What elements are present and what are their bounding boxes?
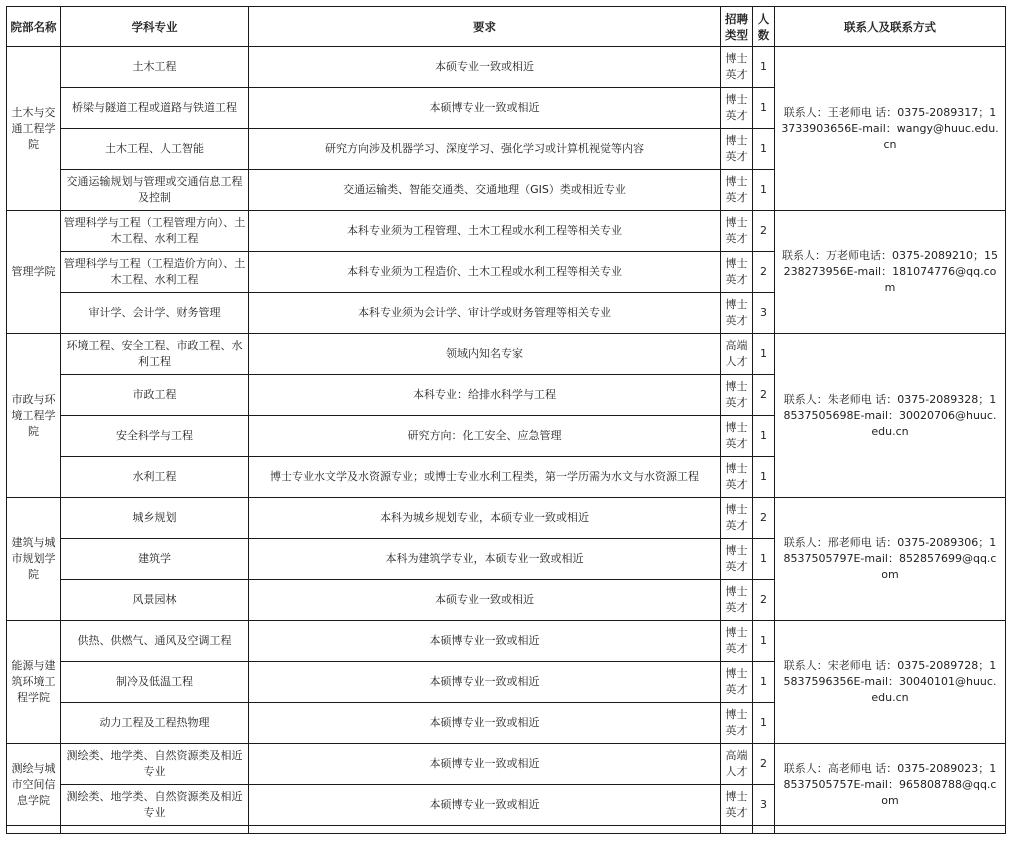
recruit-type-cell: 博士英才 (721, 662, 753, 703)
header-major: 学科专业 (61, 7, 249, 47)
header-requirement: 要求 (249, 7, 721, 47)
headcount-cell: 1 (753, 129, 775, 170)
table-body (7, 47, 1006, 834)
major-cell: 建筑学 (61, 539, 249, 580)
major-cell: 制冷及低温工程 (61, 662, 249, 703)
empty-cell (775, 826, 1006, 834)
department-name: 能源与建筑环境工程学院 (7, 621, 61, 744)
table-row-cut-off (7, 826, 1006, 834)
requirement-cell: 本硕专业一致或相近 (249, 580, 721, 621)
major-cell: 城乡规划 (61, 498, 249, 539)
major-cell: 动力工程及工程热物理 (61, 703, 249, 744)
major-cell: 管理科学与工程（工程造价方向）、土木工程、水利工程 (61, 252, 249, 293)
department-name: 市政与环境工程学院 (7, 334, 61, 498)
recruit-type-cell: 博士英才 (721, 47, 753, 88)
requirement-cell: 本科专业须为工程造价、土木工程或水利工程等相关专业 (249, 252, 721, 293)
recruit-type-cell: 博士英才 (721, 252, 753, 293)
recruit-type-cell: 博士英才 (721, 416, 753, 457)
department-name: 土木与交通工程学院 (7, 47, 61, 211)
department-name: 测绘与城市空间信息学院 (7, 744, 61, 826)
requirement-cell: 研究方向涉及机器学习、深度学习、强化学习或计算机视觉等内容 (249, 129, 721, 170)
requirement-cell: 本科为建筑学专业，本硕专业一致或相近 (249, 539, 721, 580)
requirement-cell: 本硕博专业一致或相近 (249, 88, 721, 129)
header-row (7, 7, 1006, 47)
contact-cell: 联系人：万老师电话：0375-2089210；15238273956E-mail：181074776@qq.com (775, 211, 1006, 334)
empty-cell (7, 826, 61, 834)
major-cell: 环境工程、安全工程、市政工程、水利工程 (61, 334, 249, 375)
table-row (7, 47, 1006, 88)
major-cell: 供热、供燃气、通风及空调工程 (61, 621, 249, 662)
table-row (7, 334, 1006, 375)
major-cell: 土木工程 (61, 47, 249, 88)
recruit-type-cell: 博士英才 (721, 293, 753, 334)
recruit-type-cell: 博士英才 (721, 580, 753, 621)
contact-cell: 联系人：王老师电 话：0375-2089317；13733903656E-mail：wangy@huuc.edu.cn (775, 47, 1006, 211)
table-row (7, 621, 1006, 662)
requirement-cell: 本科专业须为工程管理、土木工程或水利工程等相关专业 (249, 211, 721, 252)
contact-cell: 联系人：高老师电 话：0375-2089023；18537505757E-mail：965808788@qq.com (775, 744, 1006, 826)
recruit-type-cell: 博士英才 (721, 170, 753, 211)
contact-cell: 联系人：朱老师电 话：0375-2089328；18537505698E-mail：30020706@huuc.edu.cn (775, 334, 1006, 498)
requirement-cell: 本科专业：给排水科学与工程 (249, 375, 721, 416)
headcount-cell: 1 (753, 539, 775, 580)
headcount-cell: 3 (753, 785, 775, 826)
recruit-type-cell: 高端人才 (721, 744, 753, 785)
headcount-cell: 2 (753, 375, 775, 416)
empty-cell (61, 826, 249, 834)
headcount-cell: 2 (753, 580, 775, 621)
major-cell: 安全科学与工程 (61, 416, 249, 457)
major-cell: 管理科学与工程（工程管理方向）、土木工程、水利工程 (61, 211, 249, 252)
recruit-type-cell: 高端人才 (721, 334, 753, 375)
major-cell: 水利工程 (61, 457, 249, 498)
major-cell: 测绘类、地学类、自然资源类及相近专业 (61, 785, 249, 826)
recruit-type-cell: 博士英才 (721, 457, 753, 498)
contact-cell: 联系人：邢老师电 话：0375-2089306；18537505797E-mail：852857699@qq.com (775, 498, 1006, 621)
major-cell: 土木工程、人工智能 (61, 129, 249, 170)
major-cell: 审计学、会计学、财务管理 (61, 293, 249, 334)
empty-cell (753, 826, 775, 834)
headcount-cell: 1 (753, 416, 775, 457)
major-cell: 交通运输规划与管理或交通信息工程及控制 (61, 170, 249, 211)
empty-cell (721, 826, 753, 834)
contact-cell: 联系人：宋老师电 话：0375-2089728；15837596356E-mail：30040101@huuc.edu.cn (775, 621, 1006, 744)
headcount-cell: 1 (753, 703, 775, 744)
table-row (7, 744, 1006, 785)
requirement-cell: 博士专业水文学及水资源专业；或博士专业水利工程类，第一学历需为水文与水资源工程 (249, 457, 721, 498)
requirement-cell: 本硕博专业一致或相近 (249, 662, 721, 703)
empty-cell (249, 826, 721, 834)
requirement-cell: 研究方向：化工安全、应急管理 (249, 416, 721, 457)
department-name: 建筑与城市规划学院 (7, 498, 61, 621)
recruitment-table (6, 6, 1006, 834)
requirement-cell: 本硕博专业一致或相近 (249, 744, 721, 785)
requirement-cell: 交通运输类、智能交通类、交通地理（GIS）类或相近专业 (249, 170, 721, 211)
headcount-cell: 1 (753, 170, 775, 211)
recruit-type-cell: 博士英才 (721, 129, 753, 170)
recruit-type-cell: 博士英才 (721, 498, 753, 539)
requirement-cell: 本硕博专业一致或相近 (249, 621, 721, 662)
recruit-type-cell: 博士英才 (721, 621, 753, 662)
headcount-cell: 2 (753, 498, 775, 539)
headcount-cell: 1 (753, 47, 775, 88)
major-cell: 测绘类、地学类、自然资源类及相近专业 (61, 744, 249, 785)
header-contact: 联系人及联系方式 (775, 7, 1006, 47)
requirement-cell: 本硕专业一致或相近 (249, 47, 721, 88)
department-name: 管理学院 (7, 211, 61, 334)
headcount-cell: 3 (753, 293, 775, 334)
headcount-cell: 1 (753, 334, 775, 375)
recruit-type-cell: 博士英才 (721, 88, 753, 129)
table-row (7, 211, 1006, 252)
recruit-type-cell: 博士英才 (721, 785, 753, 826)
requirement-cell: 本硕博专业一致或相近 (249, 785, 721, 826)
headcount-cell: 1 (753, 621, 775, 662)
headcount-cell: 1 (753, 662, 775, 703)
headcount-cell: 2 (753, 211, 775, 252)
requirement-cell: 本硕博专业一致或相近 (249, 703, 721, 744)
major-cell: 风景园林 (61, 580, 249, 621)
recruit-type-cell: 博士英才 (721, 211, 753, 252)
requirement-cell: 本科专业须为会计学、审计学或财务管理等相关专业 (249, 293, 721, 334)
headcount-cell: 1 (753, 88, 775, 129)
header-department: 院部名称 (7, 7, 61, 47)
header-count: 人数 (753, 7, 775, 47)
recruit-type-cell: 博士英才 (721, 539, 753, 580)
major-cell: 市政工程 (61, 375, 249, 416)
headcount-cell: 2 (753, 744, 775, 785)
headcount-cell: 2 (753, 252, 775, 293)
header-type: 招聘类型 (721, 7, 753, 47)
table-row (7, 498, 1006, 539)
recruit-type-cell: 博士英才 (721, 703, 753, 744)
recruit-type-cell: 博士英才 (721, 375, 753, 416)
headcount-cell: 1 (753, 457, 775, 498)
requirement-cell: 领域内知名专家 (249, 334, 721, 375)
major-cell: 桥梁与隧道工程或道路与铁道工程 (61, 88, 249, 129)
requirement-cell: 本科为城乡规划专业，本硕专业一致或相近 (249, 498, 721, 539)
